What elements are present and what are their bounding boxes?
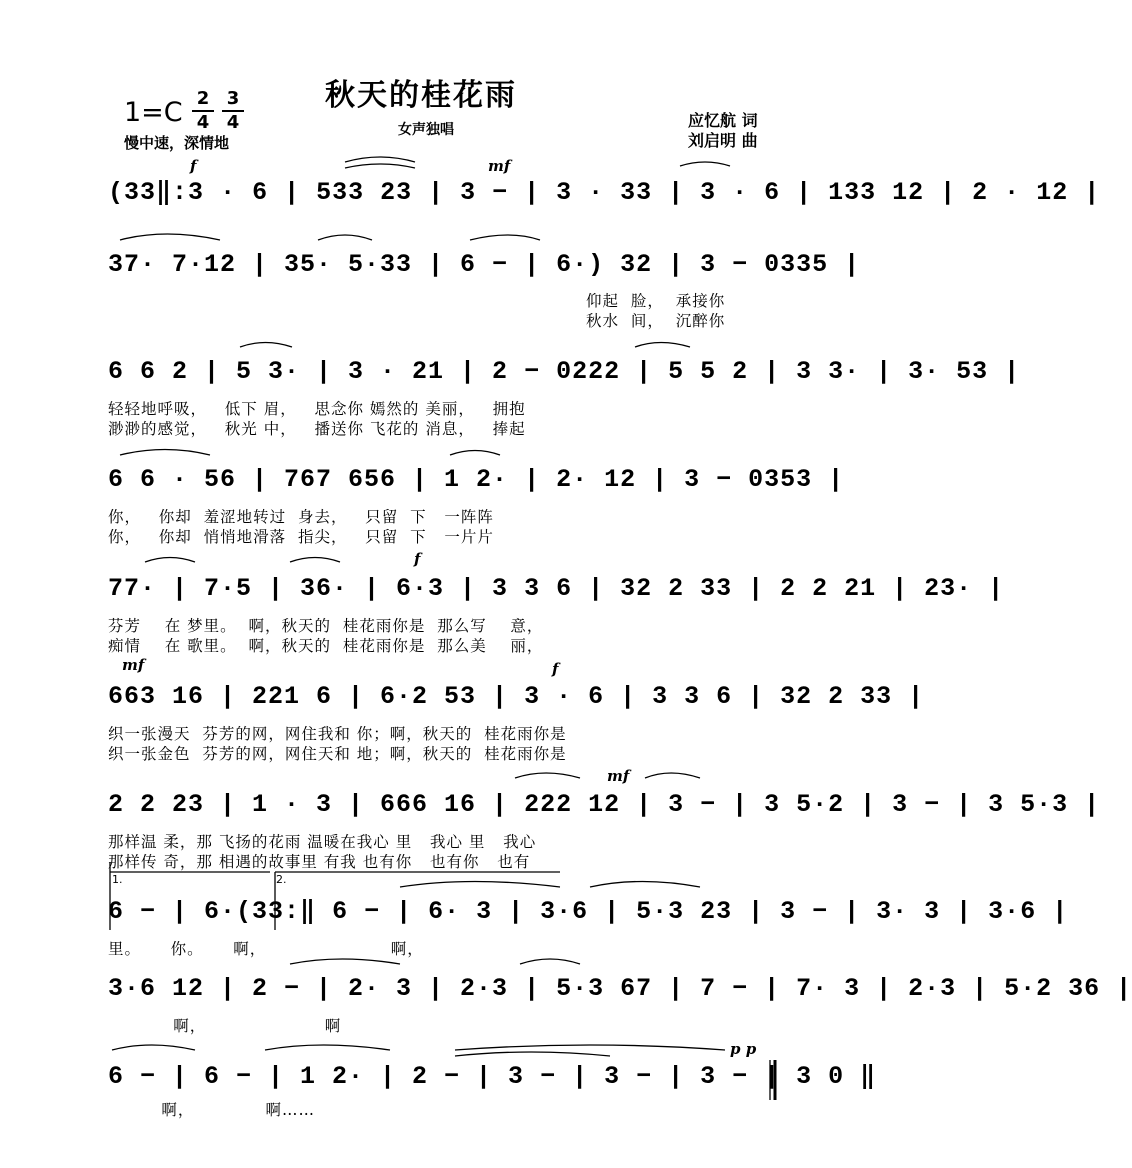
dynamic-mezzo-forte: mf (607, 767, 630, 785)
slur (635, 343, 690, 348)
song-title: 秋天的桂花雨 (325, 78, 517, 113)
notation-line: 6 − | 6·(33:‖ 6 − | 6· 3 | 3·6 | 5·3 23 | 3 − | 3· 3 | 3·6 | (108, 897, 1069, 926)
slur (112, 1045, 195, 1050)
lyric-verse-2: 渺渺的感觉， 秋光 中， 播送你 飞花的 消息， 捧起 (108, 420, 526, 438)
lyric-verse-2: 痴情 在 歌里。 啊，秋天的 桂花雨你是 那么美 丽， (108, 637, 544, 655)
dynamic-forte: f (552, 660, 559, 678)
slur (515, 773, 580, 778)
lyric-verse-2: 织一张金色 芬芳的网，网住天和 地；啊，秋天的 桂花雨你是 (108, 745, 567, 763)
lyric-verse-1: 织一张漫天 芬芳的网，网住我和 你；啊，秋天的 桂花雨你是 (108, 725, 567, 743)
notation-line: 3·6 12 | 2 − | 2· 3 | 2·3 | 5·3 67 | 7 − | 7· 3 | 2·3 | 5·2 36 | (108, 974, 1132, 1003)
volta-second-ending: 2. (276, 873, 287, 886)
time-signature-3-4 (222, 88, 244, 134)
slur (120, 234, 220, 240)
dynamic-mezzo-forte: mf (122, 656, 145, 674)
time-sig-denominator: 4 (222, 110, 244, 134)
dynamic-forte: f (414, 550, 421, 568)
dynamic-forte: f (190, 157, 197, 175)
time-sig-numerator: 3 (226, 88, 240, 109)
dynamic-pianissimo: p p (730, 1040, 757, 1058)
slur (680, 162, 730, 166)
slur (450, 451, 500, 456)
volta-first-ending: 1. (112, 873, 123, 886)
notation-line: 6 6 · 56 | 767 656 | 1 2· | 2· 12 | 3 − 0353 | (108, 465, 845, 494)
lyric-verse-2: 秋水 间， 沉醉你 (586, 312, 726, 330)
slur (455, 1052, 610, 1056)
time-signature-2-4 (192, 88, 214, 134)
lyric-verse-2: 那样传 奇，那 相遇的故事里 有我 也有你 也有你 也有 (108, 853, 531, 871)
slur (455, 1045, 725, 1050)
slur (400, 882, 560, 888)
lyric-verse-1: 啊， 啊…… (108, 1101, 315, 1119)
slur (120, 450, 210, 456)
slur (645, 773, 700, 778)
key-signature: 1=C (124, 97, 183, 128)
notation-line: (33‖:3 · 6 | 533 23 | 3 − | 3 · 33 | 3 · 6 | 133 12 | 2 · 12 | (108, 178, 1101, 207)
slur (265, 1045, 390, 1050)
slur (520, 959, 580, 964)
notation-line: 37· 7·12 | 35· 5·33 | 6 − | 6·) 32 | 3 − 0335 | (108, 250, 861, 279)
slur (290, 558, 340, 563)
slur (318, 235, 372, 240)
voice-type: 女声独唱 (398, 122, 454, 138)
lyric-verse-1: 芬芳 在 梦里。 啊，秋天的 桂花雨你是 那么写 意， (108, 617, 544, 635)
notation-line: 77· | 7·5 | 36· | 6·3 | 3 3 6 | 32 2 33 | 2 2 21 | 23· | (108, 574, 1005, 603)
lyric-verse-1: 你， 你却 羞涩地转过 身去， 只留 下 一阵阵 (108, 508, 494, 526)
lyric-verse-2: 你， 你却 悄悄地滑落 指尖， 只留 下 一片片 (108, 528, 494, 546)
notation-line: 663 16 | 221 6 | 6·2 53 | 3 · 6 | 3 3 6 | 32 2 33 | (108, 682, 925, 711)
lyric-verse-1: 啊， 啊 (108, 1017, 342, 1035)
lyric-verse-1: 仰起 脸， 承接你 (586, 292, 726, 310)
notation-line: 6 − | 6 − | 1 2· | 2 − | 3 − | 3 − | 3 − | 3 0 ‖ (108, 1062, 877, 1091)
slur (290, 959, 400, 964)
tempo-marking: 慢中速，深情地 (124, 134, 230, 152)
notation-line: 6 6 2 | 5 3· | 3 · 21 | 2 − 0222 | 5 5 2 | 3 3· | 3· 53 | (108, 357, 1021, 386)
time-sig-numerator: 2 (196, 88, 210, 109)
slur (345, 157, 415, 162)
lyricist-credit: 应忆航 词 (688, 111, 758, 130)
notation-line: 2 2 23 | 1 · 3 | 666 16 | 222 12 | 3 − | 3 5·2 | 3 − | 3 5·3 | (108, 790, 1101, 819)
lyric-verse-1: 里。 你。 啊， 啊， (108, 940, 424, 958)
slur (345, 164, 415, 168)
slur (145, 558, 195, 563)
slur (470, 235, 540, 240)
dynamic-mezzo-forte: mf (488, 157, 511, 175)
lyric-verse-1: 轻轻地呼吸， 低下 眉， 思念你 嫣然的 美丽， 拥抱 (108, 400, 526, 418)
lyric-verse-1: 那样温 柔，那 飞扬的花雨 温暖在我心 里 我心 里 我心 (108, 833, 537, 851)
slur (590, 882, 700, 888)
time-sig-denominator: 4 (192, 110, 214, 134)
slur (240, 343, 292, 348)
composer-credit: 刘启明 曲 (688, 131, 758, 150)
